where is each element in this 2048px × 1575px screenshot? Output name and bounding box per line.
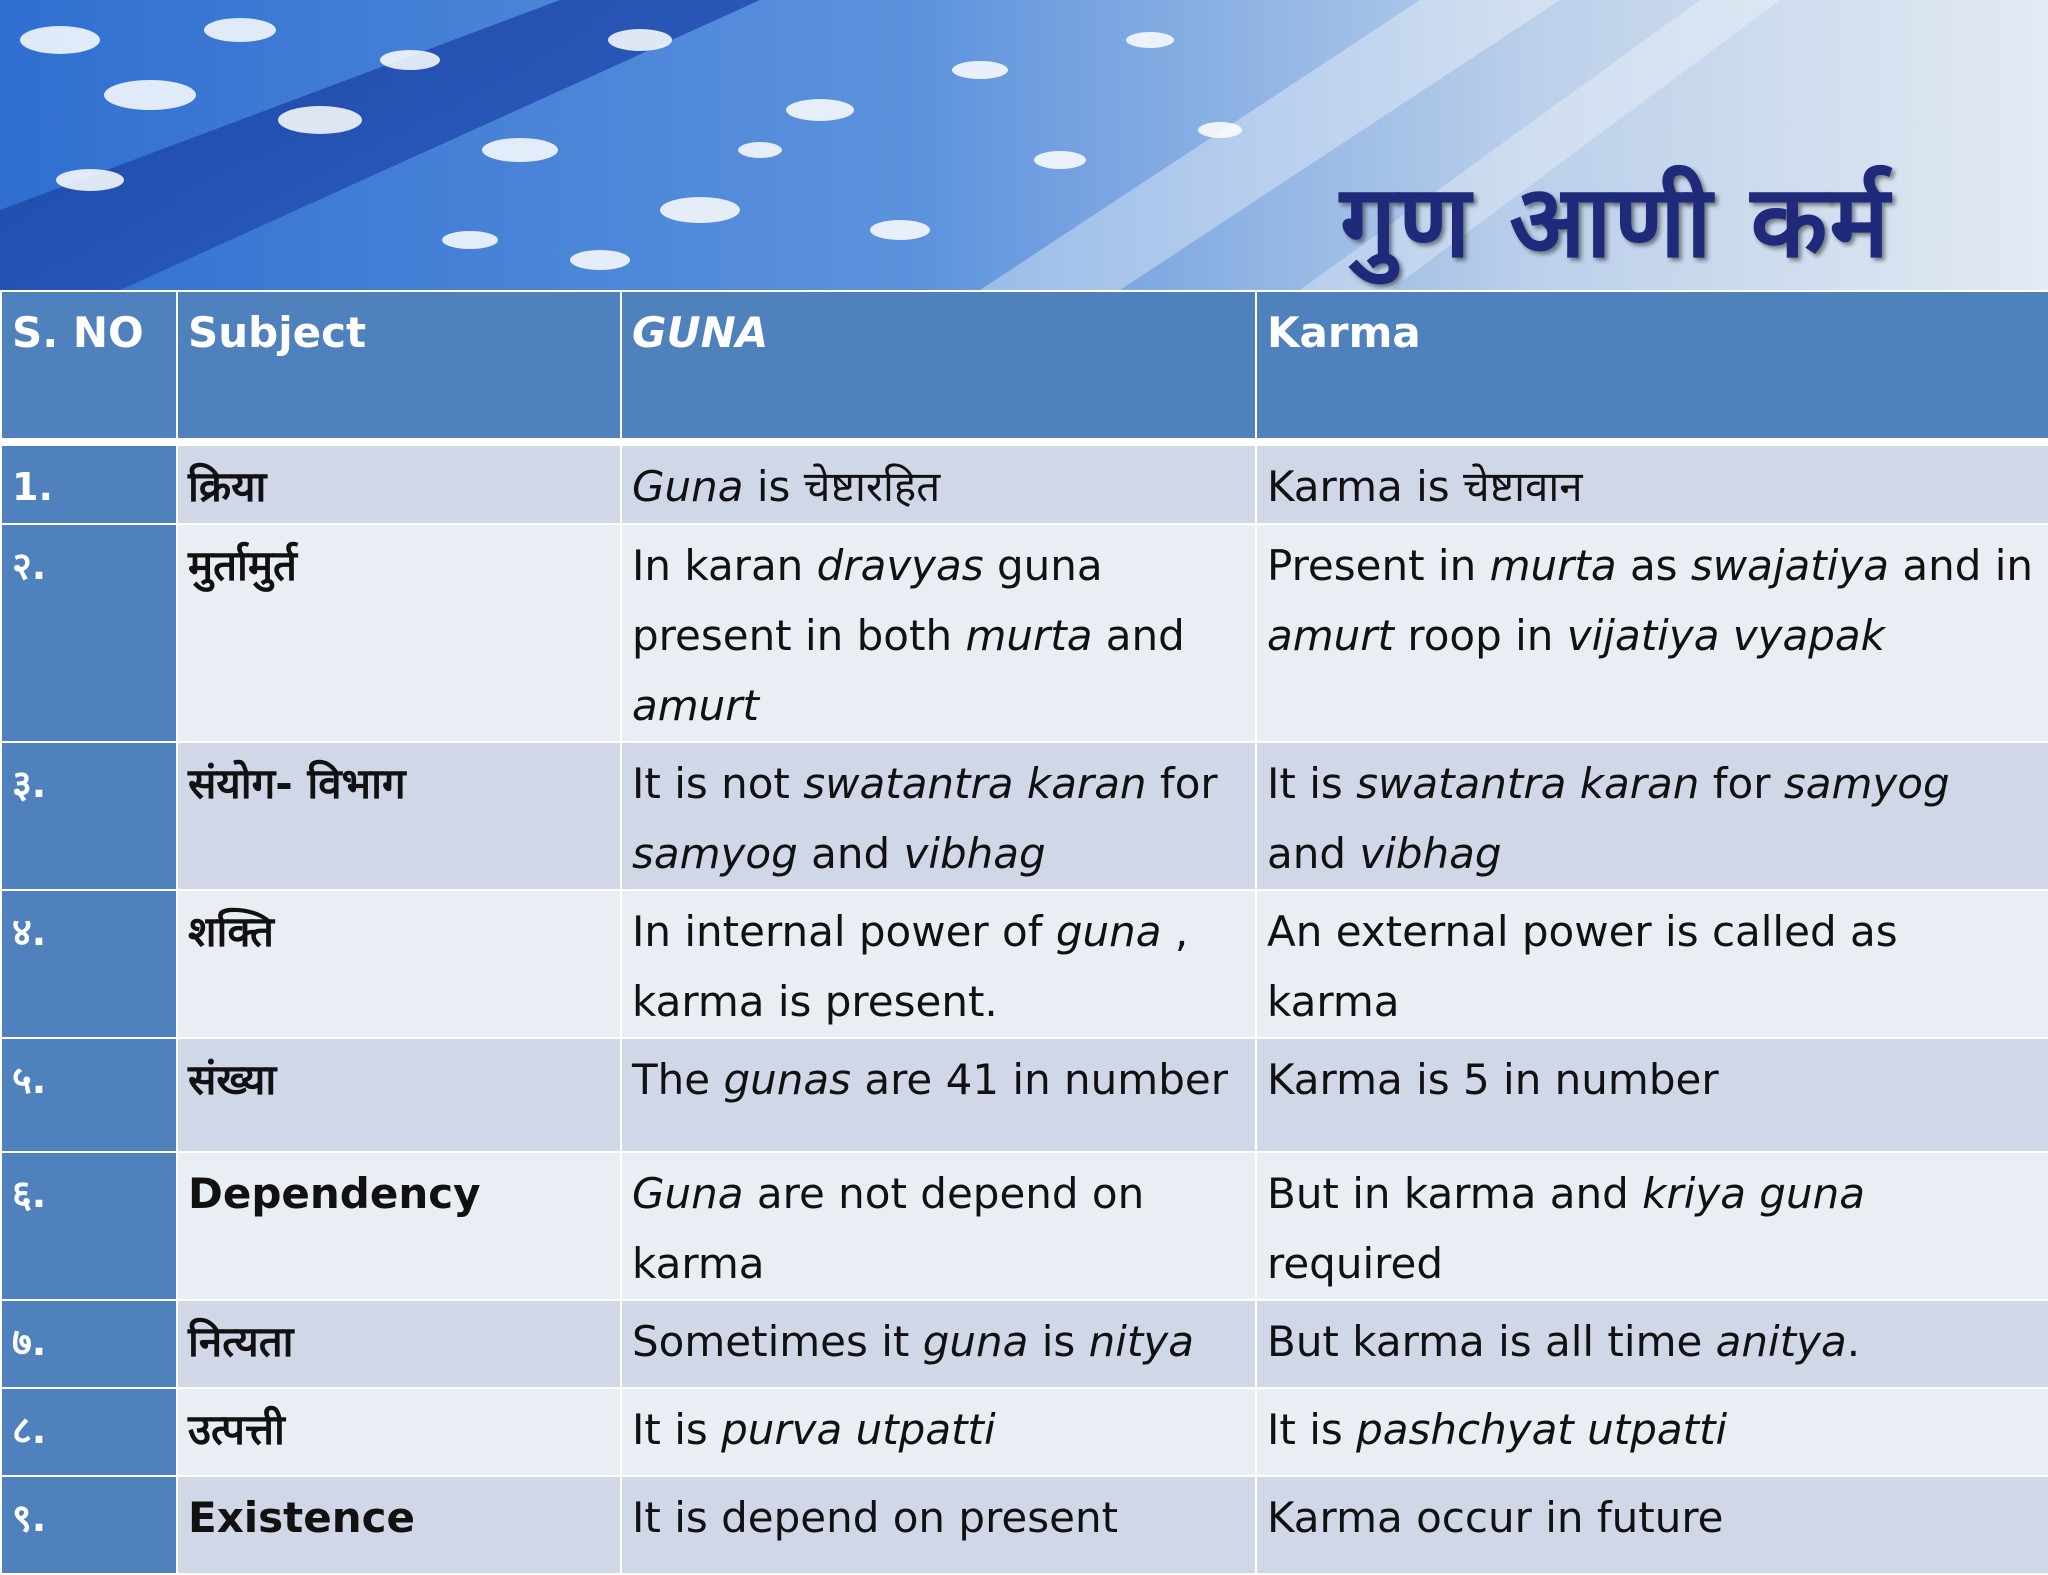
- cell-text: and: [797, 829, 904, 878]
- table-row: [1, 1388, 2048, 1476]
- italic-term: nitya: [1088, 1317, 1194, 1366]
- cell-text: guna present in both: [632, 541, 1103, 660]
- italic-term: anitya: [1715, 1317, 1847, 1366]
- cell-text: and: [1267, 829, 1360, 878]
- italic-term: gunas: [723, 1055, 851, 1104]
- italic-term: kriya guna: [1642, 1169, 1865, 1218]
- row-karma-cell: [1256, 1038, 2048, 1152]
- italic-term: murta: [965, 611, 1093, 660]
- table-header-row: [1, 291, 2048, 442]
- italic-term: samyog: [632, 829, 798, 878]
- row-subject: शक्ति: [177, 890, 621, 1038]
- row-subject: मुर्तामुर्त: [177, 524, 621, 742]
- comparison-table: [0, 290, 2048, 1575]
- cell-text: is चेष्टारहित: [743, 462, 941, 511]
- slide-title: गुण आणी कर्म: [1340, 163, 1892, 280]
- row-karma-cell: [1256, 742, 2048, 890]
- table-row: [1, 1152, 2048, 1300]
- italic-term: purva utpatti: [721, 1405, 996, 1454]
- cell-text: roop in: [1394, 611, 1567, 660]
- row-number: ९.: [1, 1476, 177, 1574]
- italic-term: samyog: [1783, 759, 1950, 808]
- row-guna-cell: [621, 442, 1256, 524]
- cell-text: It is not: [632, 759, 804, 808]
- italic-term: pashchyat utpatti: [1356, 1405, 1728, 1454]
- cell-text: It is: [1267, 1405, 1357, 1454]
- row-karma-cell: [1256, 1152, 2048, 1300]
- italic-term: vibhag: [1359, 829, 1502, 878]
- cell-text: as: [1616, 541, 1691, 590]
- row-subject: क्रिया: [177, 442, 621, 524]
- row-karma-cell: [1256, 1476, 2048, 1574]
- table-row: [1, 1300, 2048, 1388]
- cell-text: The: [632, 1055, 724, 1104]
- cell-text: is: [1028, 1317, 1089, 1366]
- cell-text: An external power is called as karma: [1267, 907, 1898, 1026]
- row-guna-cell: [621, 524, 1256, 742]
- italic-term: amurt: [632, 681, 760, 730]
- italic-term: Guna: [632, 1169, 744, 1218]
- cell-text: But in karma and: [1267, 1169, 1643, 1218]
- row-subject: Existence: [177, 1476, 621, 1574]
- header-karma: Karma: [1256, 291, 2048, 442]
- row-number: ५.: [1, 1038, 177, 1152]
- cell-text: , karma is present.: [632, 907, 1189, 1026]
- italic-term: swatantra karan: [1356, 759, 1700, 808]
- cell-text: are not depend on karma: [632, 1169, 1145, 1288]
- row-karma-cell: [1256, 524, 2048, 742]
- row-guna-cell: [621, 1388, 1256, 1476]
- italic-term: amurt: [1267, 611, 1395, 660]
- cell-text: Sometimes it: [632, 1317, 923, 1366]
- cell-text: for: [1146, 759, 1218, 808]
- italic-term: Guna: [632, 462, 744, 511]
- row-karma-cell: [1256, 1388, 2048, 1476]
- italic-term: guna: [1055, 907, 1162, 956]
- header-subject: Subject: [177, 291, 621, 442]
- row-number: ६.: [1, 1152, 177, 1300]
- table-row: [1, 1476, 2048, 1574]
- table-row: [1, 442, 2048, 524]
- italic-term: vijatiya vyapak: [1566, 611, 1885, 660]
- italic-term: swatantra karan: [803, 759, 1147, 808]
- row-karma-cell: [1256, 442, 2048, 524]
- table-row: [1, 1038, 2048, 1152]
- row-guna-cell: [621, 890, 1256, 1038]
- cell-text: But karma is all time: [1267, 1317, 1716, 1366]
- row-number: २.: [1, 524, 177, 742]
- row-guna-cell: [621, 1476, 1256, 1574]
- table-row: [1, 742, 2048, 890]
- row-guna-cell: [621, 1300, 1256, 1388]
- row-guna-cell: [621, 1152, 1256, 1300]
- row-subject: संख्या: [177, 1038, 621, 1152]
- table-row: [1, 890, 2048, 1038]
- cell-text: Karma occur in future: [1267, 1493, 1724, 1542]
- row-subject: उत्पत्ती: [177, 1388, 621, 1476]
- italic-term: vibhag: [903, 829, 1046, 878]
- cell-text: and: [1092, 611, 1185, 660]
- row-subject: संयोग- विभाग: [177, 742, 621, 890]
- italic-term: murta: [1489, 541, 1617, 590]
- cell-text: Present in: [1267, 541, 1490, 590]
- cell-text: It is depend on present: [632, 1493, 1119, 1542]
- cell-text: required: [1267, 1239, 1443, 1288]
- row-guna-cell: [621, 1038, 1256, 1152]
- italic-term: dravyas: [816, 541, 984, 590]
- row-subject: Dependency: [177, 1152, 621, 1300]
- table-row: [1, 524, 2048, 742]
- cell-text: for: [1699, 759, 1784, 808]
- cell-text: In internal power of: [632, 907, 1056, 956]
- row-number: ७.: [1, 1300, 177, 1388]
- row-karma-cell: [1256, 890, 2048, 1038]
- italic-term: swajatiya: [1690, 541, 1890, 590]
- row-guna-cell: [621, 742, 1256, 890]
- row-number: ४.: [1, 890, 177, 1038]
- row-karma-cell: [1256, 1300, 2048, 1388]
- row-number: ३.: [1, 742, 177, 890]
- cell-text: In karan: [632, 541, 817, 590]
- cell-text: are 41 in number: [851, 1055, 1228, 1104]
- italic-term: guna: [922, 1317, 1029, 1366]
- cell-text: .: [1846, 1317, 1861, 1366]
- cell-text: It is: [1267, 759, 1357, 808]
- header-guna: GUNA: [621, 291, 1256, 442]
- row-number: ८.: [1, 1388, 177, 1476]
- cell-text: It is: [632, 1405, 722, 1454]
- cell-text: and in: [1889, 541, 2034, 590]
- cell-text: Karma is चेष्टावान: [1267, 462, 1583, 511]
- cell-text: Karma is 5 in number: [1267, 1055, 1719, 1104]
- row-number: 1.: [1, 442, 177, 524]
- row-subject: नित्यता: [177, 1300, 621, 1388]
- header-sno: S. NO: [1, 291, 177, 442]
